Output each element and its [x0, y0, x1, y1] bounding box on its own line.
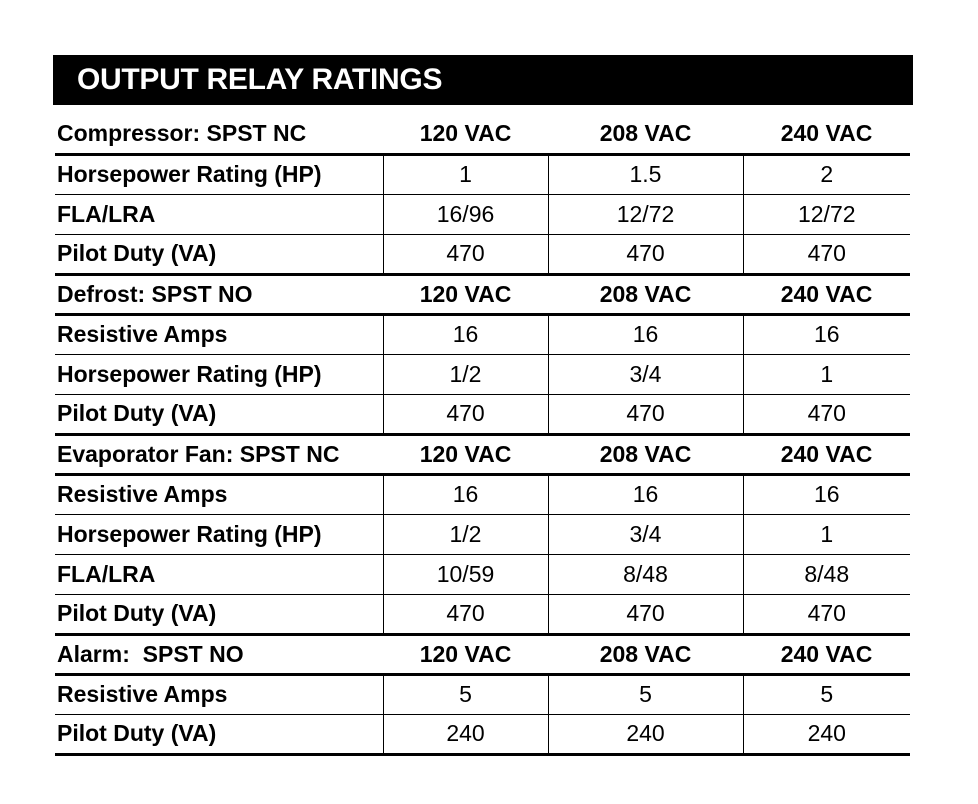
table-cell: 470: [548, 234, 743, 274]
table-cell: 240: [548, 714, 743, 754]
column-header: 240 VAC: [743, 274, 910, 314]
section-header-compressor: [55, 114, 910, 154]
column-header: 240 VAC: [743, 434, 910, 474]
row-label: Pilot Duty (VA): [55, 594, 383, 634]
table-cell: 3/4: [548, 514, 743, 554]
table-row: [55, 194, 910, 234]
section-label: Compressor: SPST NC: [55, 114, 383, 154]
table-row: [55, 394, 910, 434]
table-row: [55, 714, 910, 754]
row-label: Pilot Duty (VA): [55, 234, 383, 274]
table-cell: 2: [743, 154, 910, 194]
table-row: [55, 674, 910, 714]
section-header-evaporator-fan: [55, 434, 910, 474]
table-cell: 240: [383, 714, 548, 754]
table-cell: 470: [383, 594, 548, 634]
table-row: [55, 554, 910, 594]
table-row: [55, 314, 910, 354]
table-cell: 16/96: [383, 194, 548, 234]
table-cell: 470: [548, 394, 743, 434]
table-row: [55, 594, 910, 634]
table-cell: 1/2: [383, 514, 548, 554]
column-header: 208 VAC: [548, 274, 743, 314]
table-cell: 16: [743, 474, 910, 514]
table-cell: 5: [548, 674, 743, 714]
table-cell: 470: [383, 234, 548, 274]
row-label: Horsepower Rating (HP): [55, 514, 383, 554]
table-cell: 470: [743, 594, 910, 634]
column-header: 208 VAC: [548, 634, 743, 674]
column-header: 240 VAC: [743, 114, 910, 154]
table-cell: 16: [548, 314, 743, 354]
row-label: Horsepower Rating (HP): [55, 354, 383, 394]
section-label: Evaporator Fan: SPST NC: [55, 434, 383, 474]
table-cell: 16: [383, 314, 548, 354]
table-cell: 240: [743, 714, 910, 754]
table-cell: 12/72: [743, 194, 910, 234]
table-cell: 5: [383, 674, 548, 714]
row-label: Resistive Amps: [55, 314, 383, 354]
table-cell: 1: [743, 514, 910, 554]
table-cell: 1: [743, 354, 910, 394]
table-row: [55, 354, 910, 394]
table-row: [55, 154, 910, 194]
table-cell: 1: [383, 154, 548, 194]
section-header-alarm: [55, 634, 910, 674]
table-cell: 12/72: [548, 194, 743, 234]
section-label: Defrost: SPST NO: [55, 274, 383, 314]
column-header: 120 VAC: [383, 274, 548, 314]
table-cell: 470: [743, 234, 910, 274]
section-label: Alarm: SPST NO: [55, 634, 383, 674]
row-label: Resistive Amps: [55, 474, 383, 514]
table-cell: 16: [743, 314, 910, 354]
page-title: OUTPUT RELAY RATINGS: [53, 55, 913, 105]
row-label: FLA/LRA: [55, 554, 383, 594]
table-cell: 470: [383, 394, 548, 434]
table-cell: 1.5: [548, 154, 743, 194]
relay-ratings-table: [55, 114, 910, 756]
column-header: 240 VAC: [743, 634, 910, 674]
table-row: [55, 514, 910, 554]
column-header: 208 VAC: [548, 434, 743, 474]
table-cell: 8/48: [743, 554, 910, 594]
row-label: Resistive Amps: [55, 674, 383, 714]
row-label: Pilot Duty (VA): [55, 714, 383, 754]
table-cell: 470: [548, 594, 743, 634]
row-label: Pilot Duty (VA): [55, 394, 383, 434]
column-header: 208 VAC: [548, 114, 743, 154]
table-cell: 8/48: [548, 554, 743, 594]
row-label: FLA/LRA: [55, 194, 383, 234]
table-cell: 5: [743, 674, 910, 714]
row-label: Horsepower Rating (HP): [55, 154, 383, 194]
column-header: 120 VAC: [383, 114, 548, 154]
table-cell: 3/4: [548, 354, 743, 394]
column-header: 120 VAC: [383, 434, 548, 474]
table-cell: 16: [548, 474, 743, 514]
table-row: [55, 474, 910, 514]
table-cell: 10/59: [383, 554, 548, 594]
column-header: 120 VAC: [383, 634, 548, 674]
table-row: [55, 234, 910, 274]
table-cell: 470: [743, 394, 910, 434]
table-cell: 1/2: [383, 354, 548, 394]
section-header-defrost: [55, 274, 910, 314]
table-cell: 16: [383, 474, 548, 514]
